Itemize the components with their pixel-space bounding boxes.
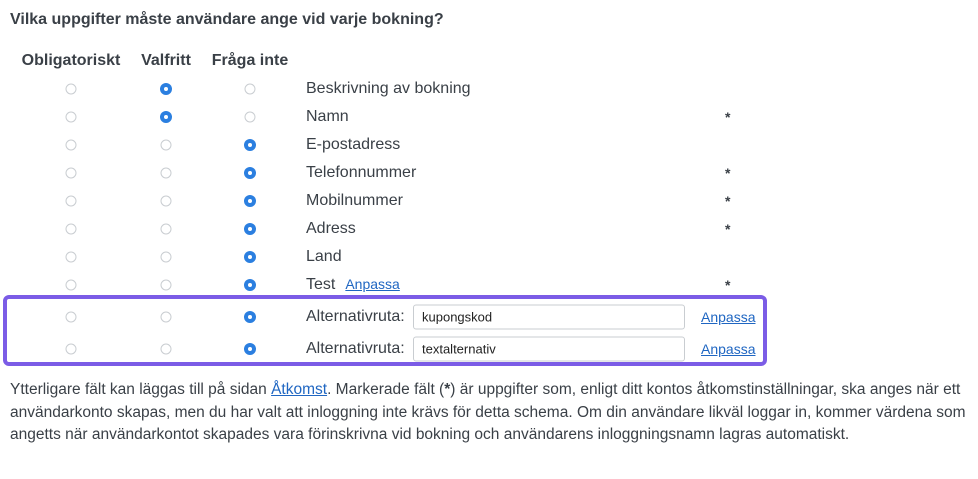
field-label [306,276,400,294]
access-page-link[interactable]: Åtkomst [271,381,328,398]
radio-optional[interactable] [161,280,172,291]
custom-field-label: Alternativruta: [306,308,405,325]
radio-optional[interactable] [161,140,172,151]
required-marker: * [725,193,731,209]
column-header-optional: Valfritt [141,52,191,69]
radio-dont-ask[interactable] [244,195,256,207]
radio-mandatory[interactable] [66,112,77,123]
footer-text-start: Ytterligare fält kan läggas till på sidan [10,381,272,398]
radio-mandatory[interactable] [66,196,77,207]
field-row [0,159,978,187]
required-marker: * [725,221,731,237]
field-label [306,192,403,210]
field-label-text: Test [306,276,336,293]
radio-mandatory[interactable] [66,140,77,151]
field-label-text: Namn [306,108,349,125]
field-label [306,248,342,266]
required-marker: * [725,277,731,293]
radio-mandatory[interactable] [66,344,77,355]
radio-optional[interactable] [160,83,172,95]
radio-optional[interactable] [161,168,172,179]
radio-mandatory[interactable] [66,168,77,179]
fields-heading: Vilka uppgifter måste användare ange vid varje bokning? [10,11,444,28]
field-row [0,243,978,271]
field-row [0,75,978,103]
field-row [0,215,978,243]
field-label [306,136,400,154]
radio-dont-ask[interactable] [244,311,256,323]
customize-link[interactable]: Anpassa [345,276,400,292]
custom-field-label: Alternativruta: [306,340,405,357]
field-label-text: Telefonnummer [306,164,417,181]
radio-mandatory[interactable] [66,84,77,95]
column-header-dont-ask: Fråga inte [211,52,289,69]
radio-dont-ask[interactable] [244,279,256,291]
custom-field-input[interactable] [413,337,685,362]
radio-optional[interactable] [161,344,172,355]
custom-field-row [0,335,978,363]
radio-optional[interactable] [161,224,172,235]
custom-field-row [0,303,978,331]
field-label-text: Mobilnummer [306,192,403,209]
field-row [0,187,978,215]
radio-mandatory[interactable] [66,280,77,291]
radio-dont-ask[interactable] [244,139,256,151]
footer-text-middle: . Markerade fält ( [327,381,445,398]
footer-note [10,379,970,447]
field-label-text: Land [306,248,342,265]
radio-dont-ask[interactable] [244,223,256,235]
field-label [306,80,471,98]
radio-mandatory[interactable] [66,252,77,263]
field-label-text: Adress [306,220,356,237]
customize-link[interactable]: Anpassa [701,341,756,357]
radio-optional[interactable] [161,252,172,263]
field-label [306,108,349,126]
radio-optional[interactable] [160,111,172,123]
radio-optional[interactable] [161,312,172,323]
footer-text-end: ) är uppgifter som, enligt ditt kontos åtkomstinställningar, ska anges när ett användarkonto skapas, men du har valt att inloggning inte krävs för detta schema. Om din användare likväl loggar in, kommer värdena som angetts när användarkontot skapades vara förinskrivna vid bokning och användarens inloggningsnamn lagras automatiskt. [10,381,966,443]
field-label-text: E-postadress [306,136,401,153]
radio-mandatory[interactable] [66,312,77,323]
customize-link[interactable]: Anpassa [701,309,756,325]
required-marker: * [725,165,731,181]
footer-marker: * [444,381,451,398]
field-label [306,220,356,238]
field-row [0,271,978,299]
radio-dont-ask[interactable] [245,84,256,95]
radio-optional[interactable] [161,196,172,207]
radio-dont-ask[interactable] [244,343,256,355]
radio-dont-ask[interactable] [244,251,256,263]
field-row [0,103,978,131]
column-header-mandatory: Obligatoriskt [21,52,121,69]
field-row [0,131,978,159]
radio-dont-ask[interactable] [245,112,256,123]
custom-field-input[interactable] [413,305,685,330]
radio-dont-ask[interactable] [244,167,256,179]
radio-mandatory[interactable] [66,224,77,235]
field-label [306,164,416,182]
field-label-text: Beskrivning av bokning [306,80,471,97]
required-marker: * [725,109,731,125]
